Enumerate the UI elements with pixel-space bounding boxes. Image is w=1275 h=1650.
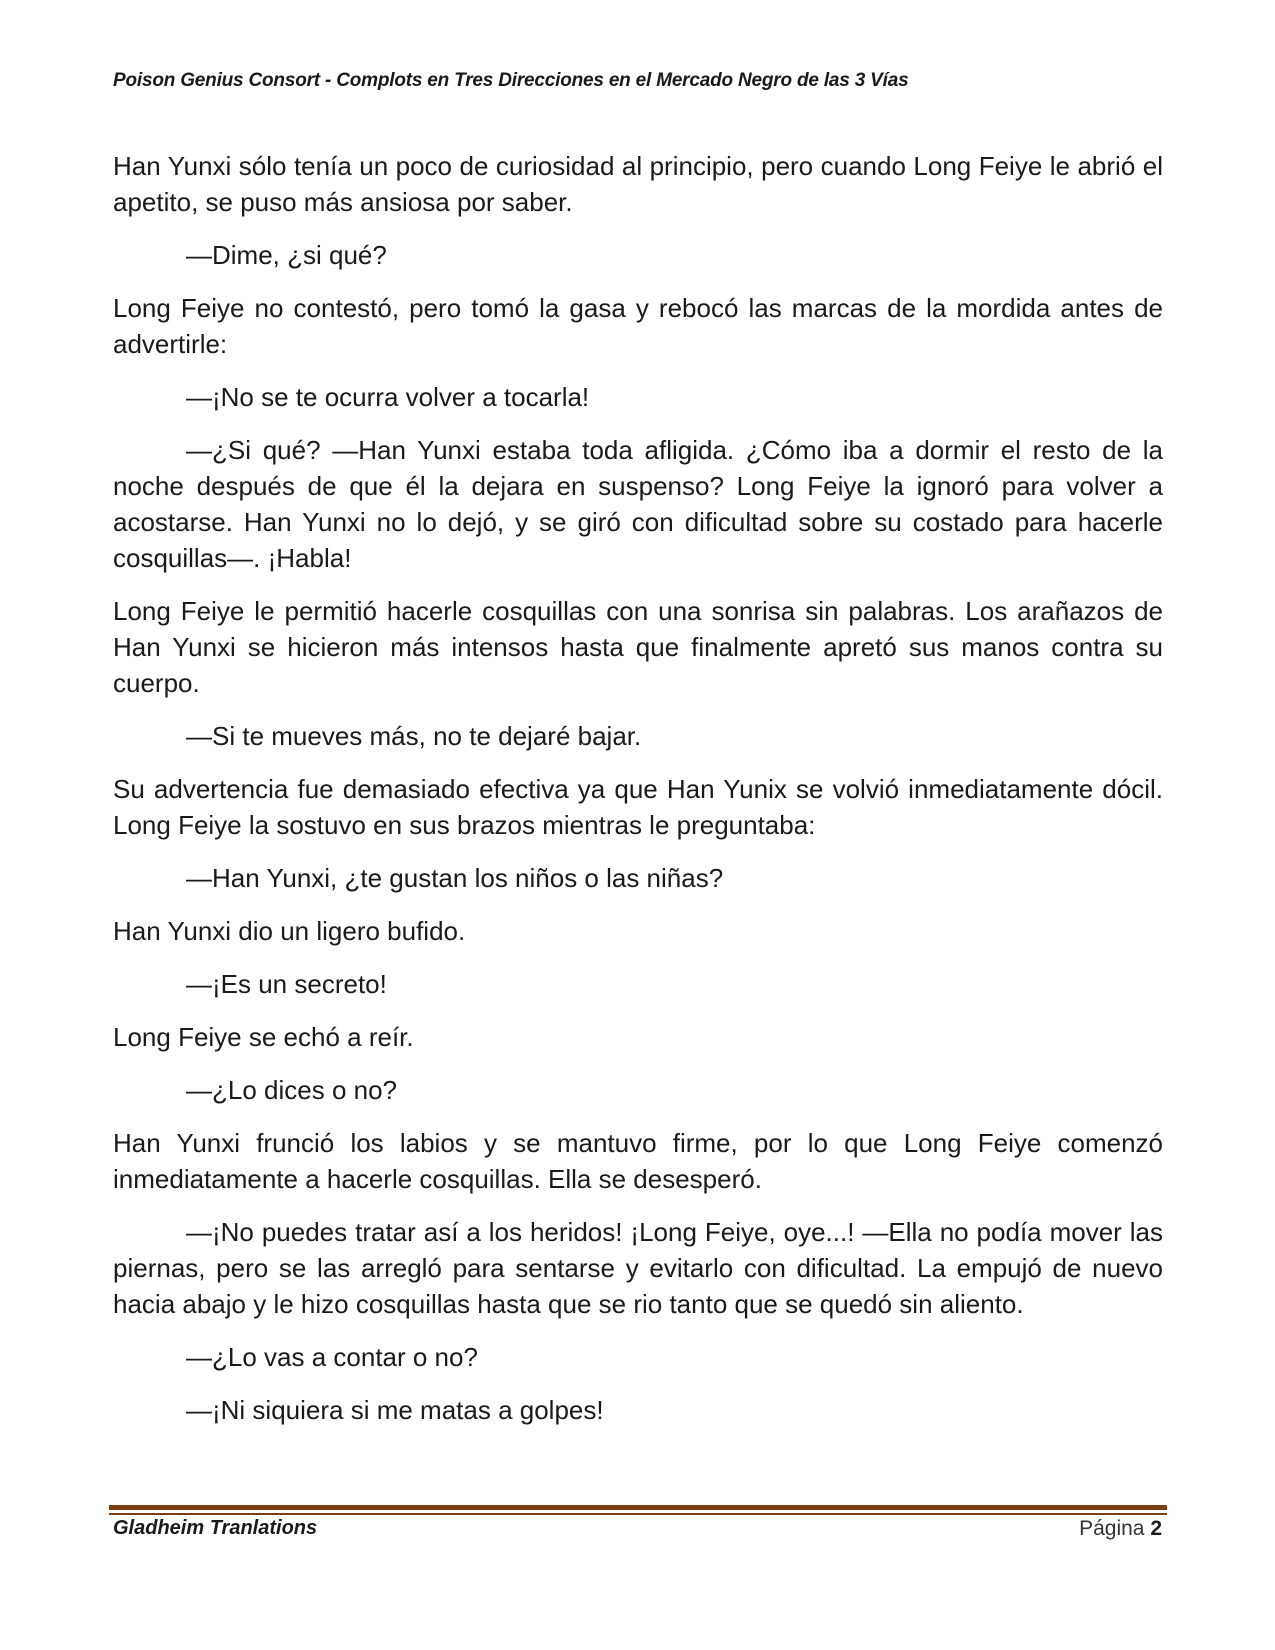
dialog-line: —¡No puedes tratar así a los heridos! ¡Long Feiye, oye...! —Ella no podía mover las piernas, pero se las arregló para sentarse y evitarlo con dificultad. La empujó de nuevo hacia abajo y le hizo cosquillas hasta que se rio tanto que se quedó sin aliento. [113, 1217, 1163, 1319]
dialog-line: —¡Ni siquiera si me matas a golpes! [186, 1395, 604, 1425]
dialog-line: —Dime, ¿si qué? [186, 240, 387, 270]
footer-divider-thick [109, 1505, 1167, 1510]
paragraph: Long Feiye se echó a reír. [113, 1022, 414, 1052]
running-header: Poison Genius Consort - Complots en Tres Direcciones en el Mercado Negro de las 3 Vías [113, 70, 909, 91]
paragraph: Su advertencia fue demasiado efectiva ya que Han Yunix se volvió inmediatamente dócil. Long Feiye la sostuvo en sus brazos mientras le preguntaba: [113, 774, 1163, 840]
page-body [113, 148, 1163, 1445]
page-number: 2 [1150, 1517, 1162, 1540]
dialog-line: —Si te mueves más, no te dejaré bajar. [186, 721, 642, 751]
dialog-line: —¡Es un secreto! [186, 969, 387, 999]
paragraph: Long Feiye le permitió hacerle cosquillas con una sonrisa sin palabras. Los arañazos de Han Yunxi se hicieron más intensos hasta que finalmente apretó sus manos contra su cuerpo. [113, 596, 1163, 698]
footer-publisher: Gladheim Tranlations [113, 1517, 318, 1539]
dialog-line: —¿Lo dices o no? [186, 1075, 398, 1105]
paragraph: Han Yunxi dio un ligero bufido. [113, 916, 466, 946]
paragraph: Han Yunxi sólo tenía un poco de curiosidad al principio, pero cuando Long Feiye le abrió el apetito, se puso más ansiosa por saber. [113, 151, 1163, 217]
footer-divider [109, 1505, 1167, 1515]
page-number-block [1079, 1517, 1162, 1541]
dialog-line: —¿Lo vas a contar o no? [186, 1342, 478, 1372]
paragraph: Long Feiye no contestó, pero tomó la gasa y rebocó las marcas de la mordida antes de advertirle: [113, 293, 1163, 359]
dialog-line: —¡No se te ocurra volver a tocarla! [186, 382, 590, 412]
paragraph: Han Yunxi frunció los labios y se mantuvo firme, por lo que Long Feiye comenzó inmediatamente a hacerle cosquillas. Ella se desesperó. [113, 1128, 1163, 1194]
footer-divider-thin [109, 1513, 1167, 1515]
dialog-line: —Han Yunxi, ¿te gustan los niños o las niñas? [186, 863, 724, 893]
dialog-line: —¿Si qué? —Han Yunxi estaba toda afligida. ¿Cómo iba a dormir el resto de la noche después de que él la dejara en suspenso? Long Feiye la ignoró para volver a acostarse. Han Yunxi no lo dejó, y se giró con dificultad sobre su costado para hacerle cosquillas—. ¡Habla! [113, 435, 1163, 573]
page-label: Página [1079, 1517, 1145, 1540]
